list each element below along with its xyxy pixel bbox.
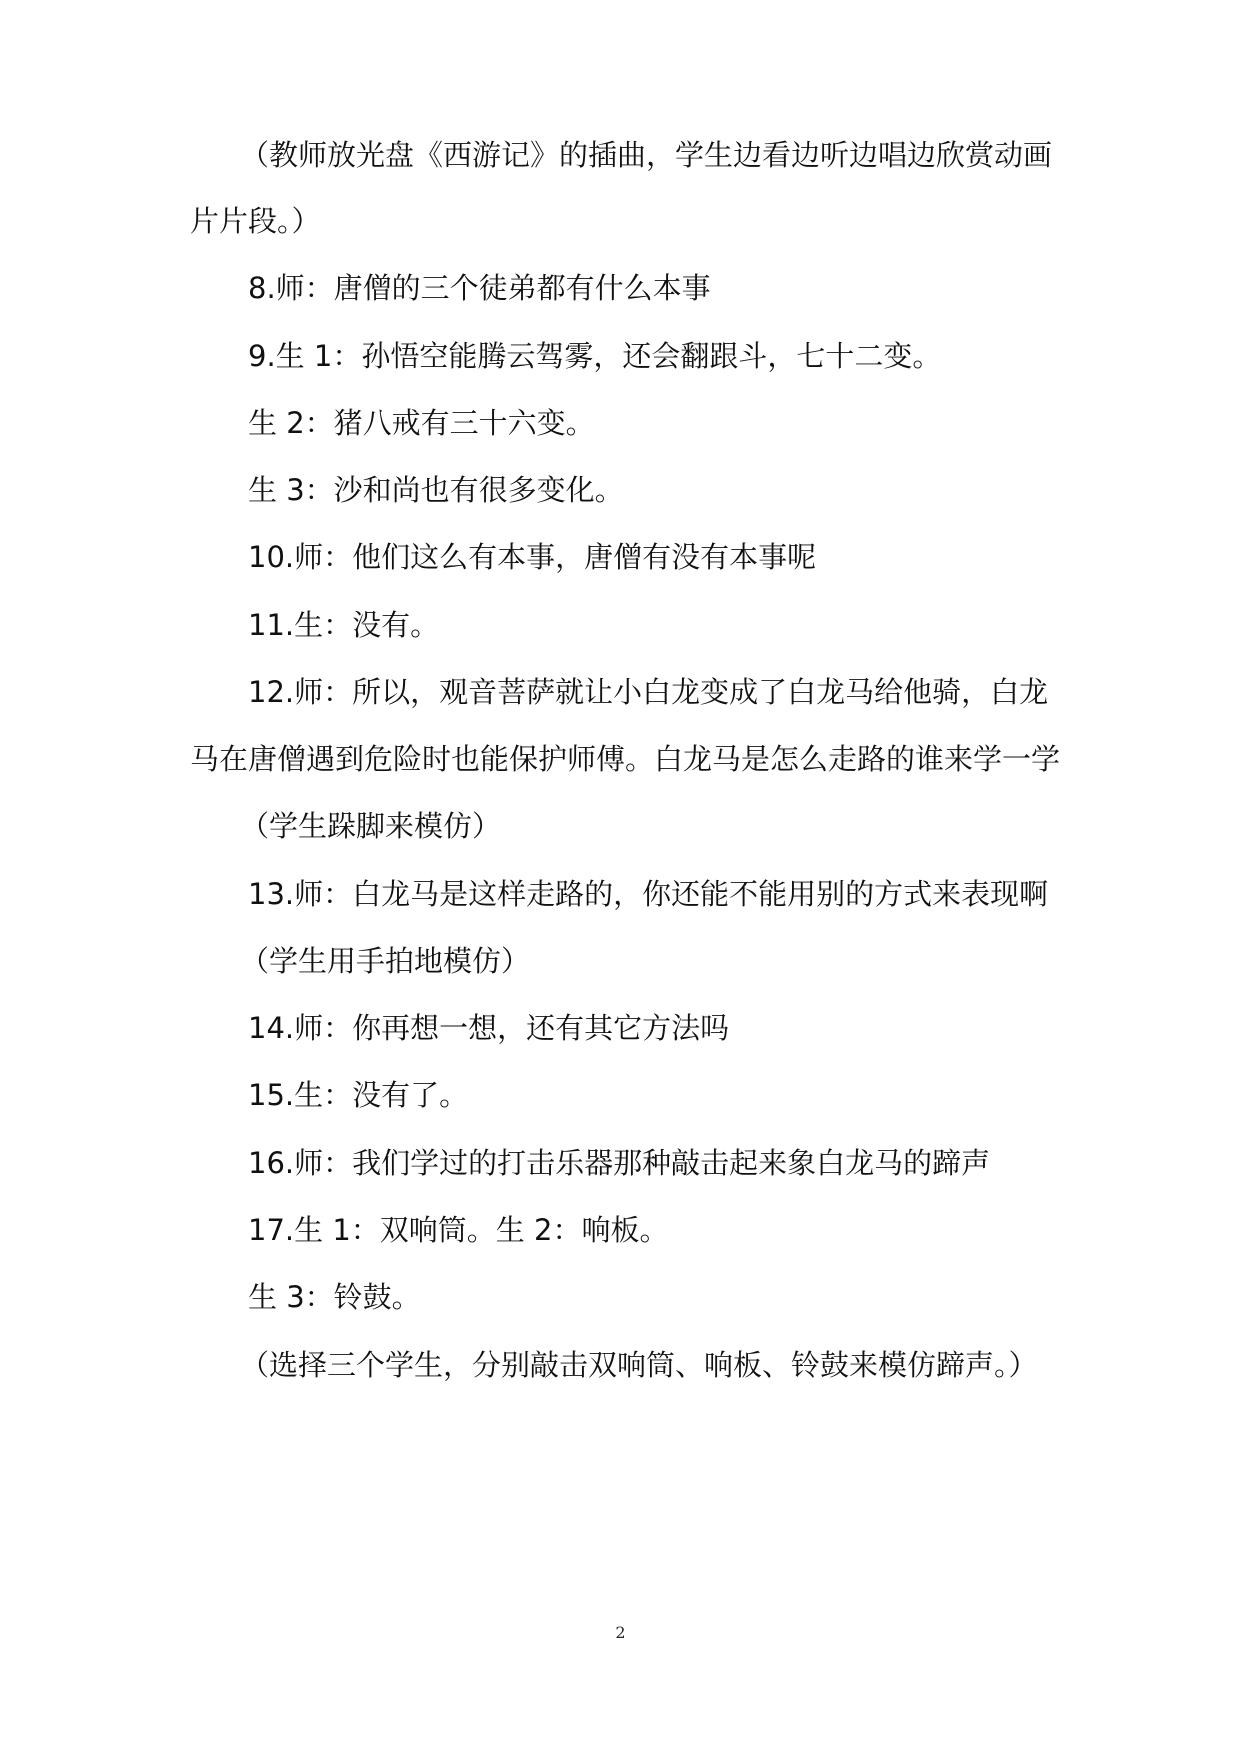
paragraph-line: 9.生 1：孙悟空能腾云驾雾，还会翻跟斗，七十二变。	[248, 339, 942, 373]
paragraph-line: 15.生：没有了。	[248, 1078, 469, 1112]
paragraph-line: 10.师：他们这么有本事，唐僧有没有本事呢	[248, 540, 817, 574]
paragraph-line: 17.生 1：双响筒。生 2：响板。	[248, 1213, 669, 1247]
paragraph-line: 14.师：你再想一想，还有其它方法吗	[248, 1011, 730, 1045]
paragraph-line: 生 2：猪八戒有三十六变。	[248, 406, 595, 440]
paragraph-line: 片片段。）	[190, 204, 321, 238]
page-number: 2	[615, 1623, 626, 1642]
paragraph-line: 生 3：沙和尚也有很多变化。	[248, 473, 624, 507]
paragraph-line: （选择三个学生，分别敲击双响筒、响板、铃鼓来模仿蹄声。）	[240, 1348, 1038, 1382]
paragraph-line: 马在唐僧遇到危险时也能保护师傅。白龙马是怎么走路的谁来学一学	[190, 742, 1061, 776]
paragraph-line: 11.生：没有。	[248, 608, 440, 642]
paragraph-line: 16.师：我们学过的打击乐器那种敲击起来象白龙马的蹄声	[248, 1146, 991, 1180]
paragraph-line: 8.师：唐僧的三个徒弟都有什么本事	[248, 271, 711, 305]
paragraph-line: （学生跺脚来模仿）	[240, 809, 502, 843]
paragraph-line: 12.师：所以，观音菩萨就让小白龙变成了白龙马给他骑，白龙	[248, 675, 1049, 709]
paragraph-line: （教师放光盘《西游记》的插曲，学生边看边听边唱边欣赏动画	[240, 138, 1053, 172]
paragraph-line: （学生用手拍地模仿）	[240, 944, 531, 978]
paragraph-line: 生 3：铃鼓。	[248, 1280, 421, 1314]
paragraph-line: 13.师：白龙马是这样走路的，你还能不能用别的方式来表现啊	[248, 877, 1049, 911]
